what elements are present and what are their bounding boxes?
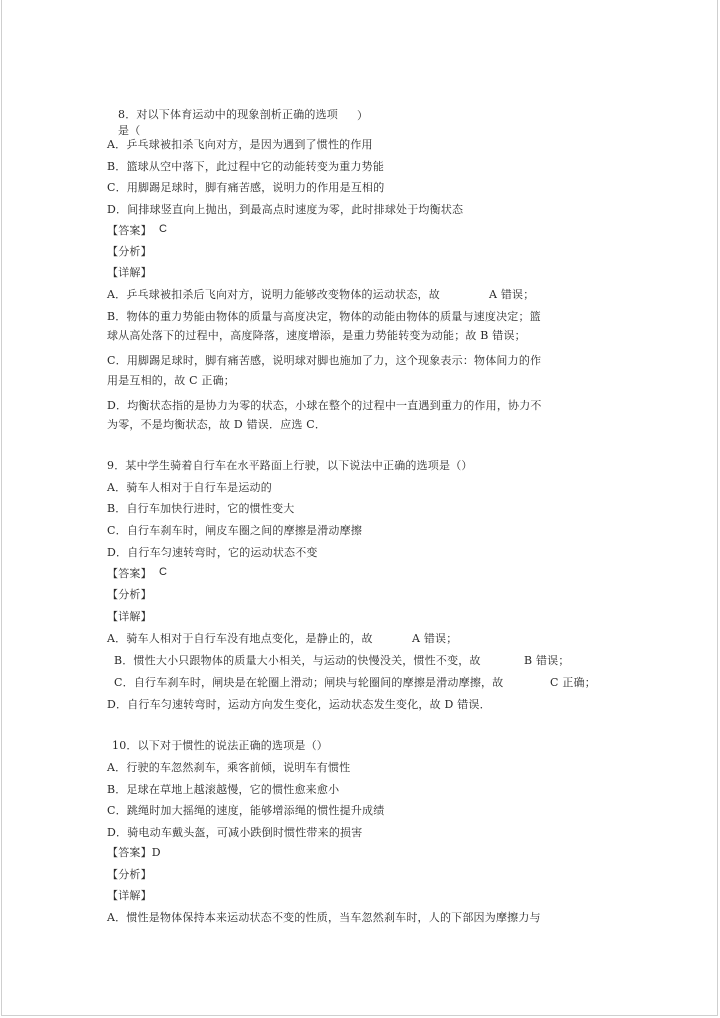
q9-answer-label: 【答案】 xyxy=(107,567,152,580)
q8-option-c: C．用脚踢足球时，脚有痛苦感，说明力的作用是互相的 xyxy=(107,181,385,194)
q9-detail-label: 【详解】 xyxy=(107,610,152,623)
q10-stem: 10．以下对于惯性的说法正确的选项是（） xyxy=(112,739,328,752)
q8-stem-paren: ） xyxy=(357,109,369,122)
q9-stem: 9．某中学生骑着自行车在水平路面上行驶，以下说法中正确的选项是（） xyxy=(107,459,473,472)
q8-answer-label: 【答案】 xyxy=(107,224,152,237)
q8-option-d: D．间排球竖直向上抛出，到最高点时速度为零，此时排球处于均衡状态 xyxy=(107,203,464,216)
q8-detail-label: 【详解】 xyxy=(107,266,152,279)
q9-analysis-label: 【分析】 xyxy=(107,588,152,601)
q9-answer-value: C xyxy=(159,566,168,578)
q9-detail-a: A．骑车人相对于自行车没有地点变化，是静止的，故 xyxy=(107,632,373,645)
q10-detail-a-line1: A．惯性是物体保持本来运动状态不变的性质，当车忽然刹车时，人的下部因为摩擦力与 xyxy=(107,911,541,924)
q9-detail-b-end: B 错误； xyxy=(524,654,570,667)
q10-option-a: A．行驶的车忽然刹车，乘客前倾，说明车有惯性 xyxy=(107,761,351,774)
q8-stem-line2: 是（ xyxy=(118,124,141,137)
q8-option-b: B．篮球从空中落下，此过程中它的动能转变为重力势能 xyxy=(107,160,385,173)
q8-detail-b-line2: 球从高处落下的过程中，高度降落，速度增添，是重力势能转变为动能；故 B 错误； xyxy=(107,329,526,342)
q10-option-b: B．足球在草地上越滚越慢，它的惯性愈来愈小 xyxy=(107,783,340,796)
q8-detail-a: A．乒乓球被扣杀后飞向对方，说明力能够改变物体的运动状态，故 xyxy=(107,288,440,301)
q8-detail-b-line1: B．物体的重力势能由物体的质量与高度决定，物体的动能由物体的质量与速度决定；篮 xyxy=(107,310,541,323)
q10-detail-label: 【详解】 xyxy=(107,889,152,902)
q8-detail-d-line1: D．均衡状态指的是协力为零的状态，小球在整个的过程中一直遇到重力的作用，协力不 xyxy=(107,399,542,412)
q8-detail-c-line1: C．用脚踢足球时，脚有痛苦感，说明球对脚也施加了力，这个现象表示：物体间力的作 xyxy=(107,354,542,367)
q8-detail-c-line2: 用是互相的，故 C 正确； xyxy=(107,374,236,387)
q9-detail-c: C．自行车刹车时，闸块是在轮圈上滑动；闸块与轮圈间的摩擦是滑动摩擦，故 xyxy=(114,676,504,689)
q9-option-a: A．骑车人相对于自行车是运动的 xyxy=(107,481,272,494)
q9-detail-d: D．自行车匀速转弯时，运动方向发生变化，运动状态发生变化，故 D 错误． xyxy=(107,698,491,711)
q9-option-d: D．自行车匀速转弯时，它的运动状态不变 xyxy=(107,546,318,559)
q8-analysis-label: 【分析】 xyxy=(107,245,152,258)
q9-option-b: B．自行车加快行进时，它的惯性变大 xyxy=(107,502,295,515)
q8-stem-line1: 8．对以下体育运动中的现象剖析正确的选项 xyxy=(118,108,338,121)
q10-analysis-label: 【分析】 xyxy=(107,868,152,881)
q10-option-d: D．骑电动车戴头盔，可减小跌倒时惯性带来的损害 xyxy=(107,826,363,839)
q10-option-c: C．跳绳时加大摇绳的速度，能够增添绳的惯性提升成绩 xyxy=(107,804,385,817)
q8-answer-value: C xyxy=(159,223,168,235)
q9-detail-a-end: A 错误； xyxy=(412,632,458,645)
q8-detail-a-end: A 错误； xyxy=(489,288,535,301)
q9-option-c: C．自行车刹车时，闸皮车圈之间的摩擦是滑动摩擦 xyxy=(107,524,363,537)
q9-detail-b: B．惯性大小只跟物体的质量大小相关，与运动的快慢没关，惯性不变，故 xyxy=(114,654,481,667)
q10-answer: 【答案】D xyxy=(107,846,161,859)
q8-option-a: A．乒乓球被扣杀飞向对方，是因为遇到了惯性的作用 xyxy=(107,138,373,151)
q8-detail-d-line2: 为零，不是均衡状态，故 D 错误．应选 C． xyxy=(107,418,327,431)
q9-detail-c-end: C 正确； xyxy=(550,676,596,689)
